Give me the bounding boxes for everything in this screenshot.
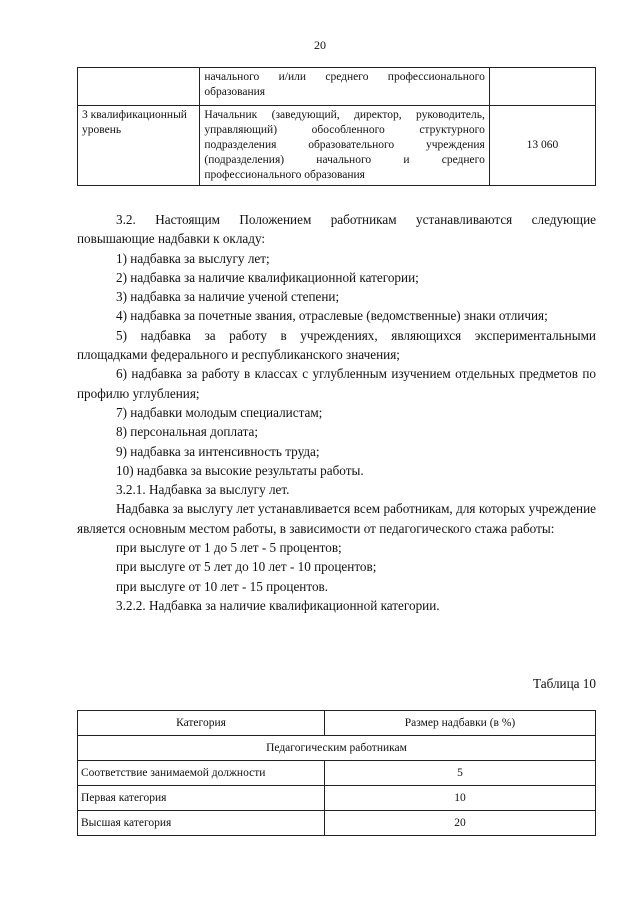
bonus-value-cell: 10 xyxy=(325,786,596,811)
page-number: 20 xyxy=(314,38,326,52)
list-item: при выслуге от 1 до 5 лет - 5 процентов; xyxy=(116,540,342,556)
list-item: 10) надбавка за высокие результаты работы. xyxy=(116,462,364,478)
table-caption: Таблица 10 xyxy=(533,676,596,691)
category-cell: Первая категория xyxy=(78,786,325,811)
list-item: 9) надбавка за интенсивность труда; xyxy=(116,443,320,459)
table-row xyxy=(78,761,596,786)
paragraph-seniority: Надбавка за выслугу лет устанавливается всем работникам, для которых учреждение является основным местом работы, в зависимости от педагогического стажа работы: xyxy=(77,501,596,536)
position-cell: начального и/или среднего профессионального образования xyxy=(200,68,489,106)
salary-cell xyxy=(489,68,595,106)
bonus-value-cell: 5 xyxy=(325,761,596,786)
document-body xyxy=(77,210,596,615)
list-item: 5) надбавка за работу в учреждениях, являющихся экспериментальными площадками федерального и республиканского значения; xyxy=(77,327,596,363)
salary-cell: 13 060 xyxy=(489,106,595,186)
salary-table-fragment xyxy=(77,67,596,186)
table-group-row xyxy=(78,736,596,761)
list-item: при выслуге от 5 лет до 10 лет - 10 процентов; xyxy=(116,559,377,575)
paragraph-3-2-2: 3.2.2. Надбавка за наличие квалификационной категории. xyxy=(116,597,440,613)
list-item: 4) надбавка за почетные звания, отраслевые (ведомственные) знаки отличия; xyxy=(116,308,548,324)
table-row xyxy=(78,811,596,836)
list-item: 7) надбавки молодым специалистам; xyxy=(116,404,323,420)
list-item: 8) персональная доплата; xyxy=(116,424,259,440)
table-header-row xyxy=(78,711,596,736)
list-item: при выслуге от 10 лет - 15 процентов. xyxy=(116,578,329,594)
list-item: 1) надбавка за выслугу лет; xyxy=(116,250,270,266)
qualification-level-cell: 3 квалификационный уровень xyxy=(78,106,200,186)
category-cell: Соответствие занимаемой должности xyxy=(78,761,325,786)
position-cell: Начальник (заведующий, директор, руководитель, управляющий) обособленного структурного подразделения образовательного учреждения (подразделения) начального и среднего профессионального образования xyxy=(200,106,489,186)
paragraph-3-2: 3.2. Настоящим Положением работникам устанавливаются следующие повышающие надбавки к окладу: xyxy=(77,212,596,247)
table-row xyxy=(78,106,596,186)
column-header-category: Категория xyxy=(78,711,325,736)
table-row xyxy=(78,786,596,811)
list-item: 3) надбавка за наличие ученой степени; xyxy=(116,289,340,305)
bonus-value-cell: 20 xyxy=(325,811,596,836)
table-row xyxy=(78,68,596,106)
paragraph-3-2-1: 3.2.1. Надбавка за выслугу лет. xyxy=(116,482,290,498)
group-heading: Педагогическим работникам xyxy=(78,736,596,761)
qualification-level-cell xyxy=(78,68,200,106)
category-cell: Высшая категория xyxy=(78,811,325,836)
list-item: 2) надбавка за наличие квалификационной категории; xyxy=(116,269,419,285)
list-item: 6) надбавка за работу в классах с углубленным изучением отдельных предметов по профилю углубления; xyxy=(77,366,596,401)
column-header-bonus: Размер надбавки (в %) xyxy=(325,711,596,736)
qualification-bonus-table xyxy=(77,710,596,836)
